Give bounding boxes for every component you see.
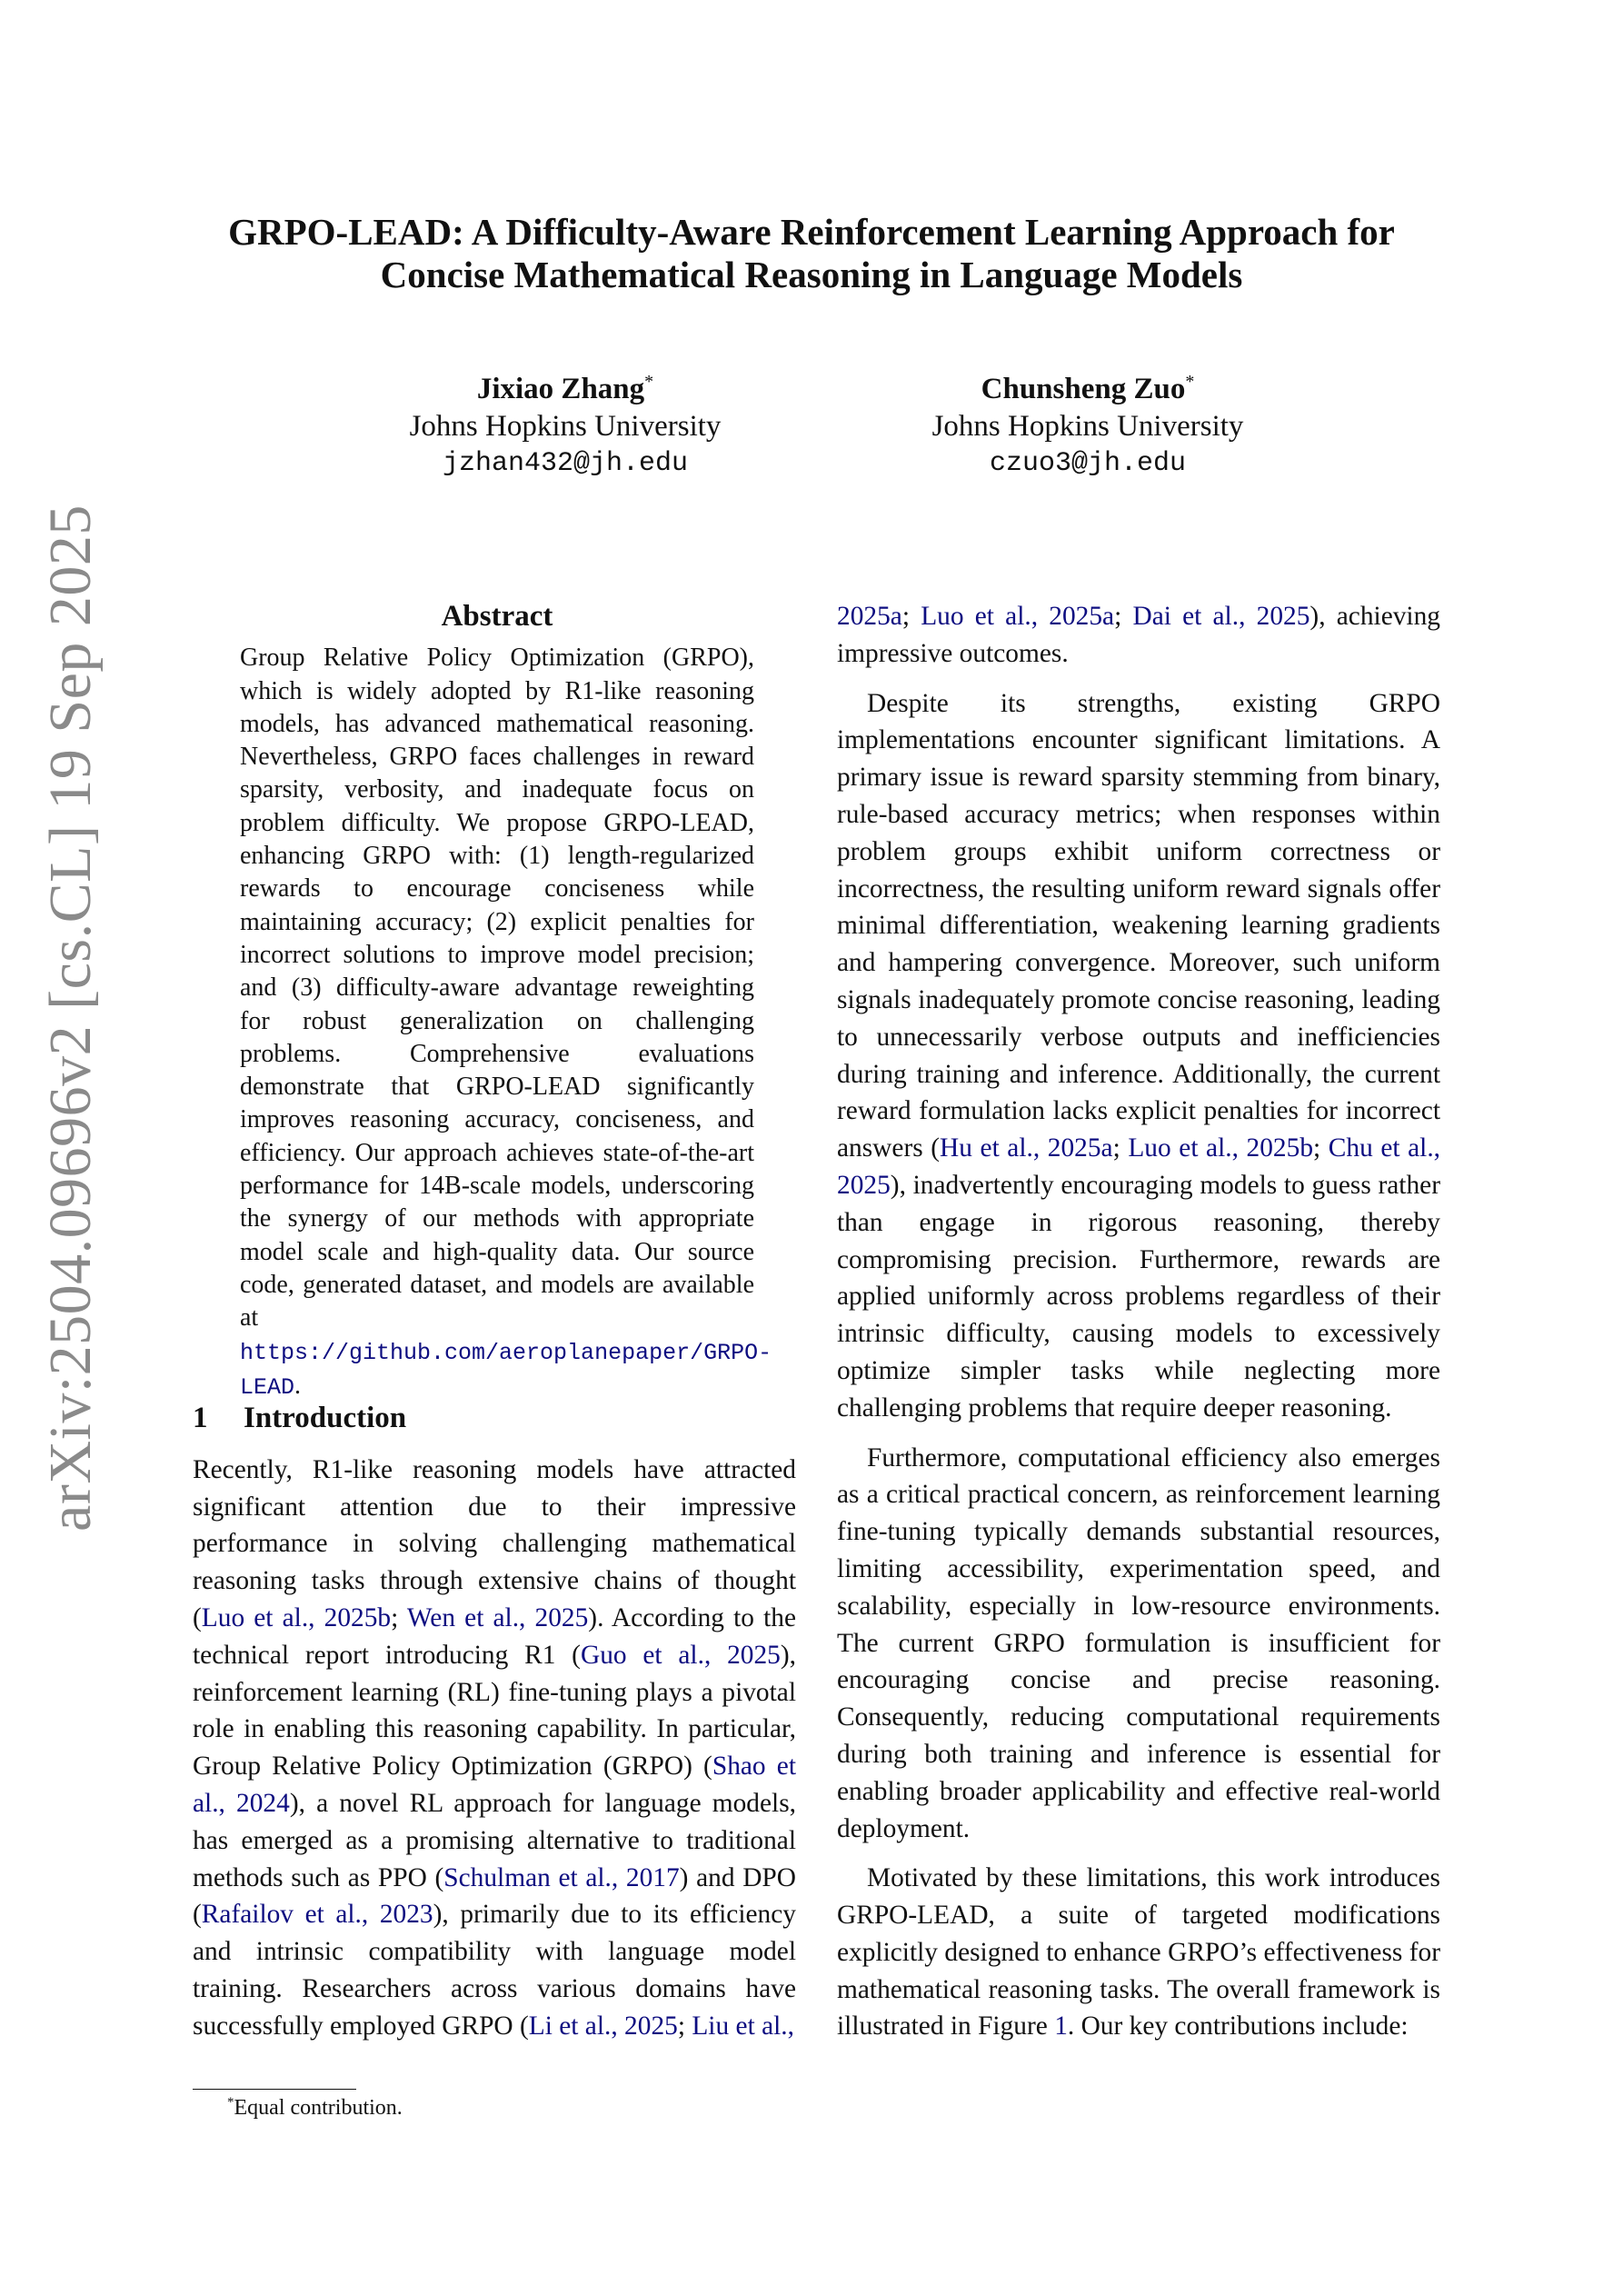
citation-link[interactable]: Liu et al.,	[692, 2011, 794, 2041]
github-link[interactable]: https://github.com/aeroplanepaper/GRPO-LEAD	[240, 1339, 772, 1401]
author-email[interactable]: czuo3@jh.edu	[989, 448, 1187, 479]
citation-link[interactable]: Li et al., 2025	[528, 2011, 678, 2041]
citation-link[interactable]: Rafailov et al., 2023	[201, 1900, 433, 1930]
equal-contribution-mark: *	[1185, 372, 1195, 392]
arxiv-side-stamp: arXiv:2504.09696v2 [cs.CL] 19 Sep 2025	[37, 504, 104, 1532]
section-heading-introduction: 1 Introduction	[193, 1402, 407, 1434]
equal-contribution-mark: *	[644, 372, 654, 392]
abstract	[240, 600, 772, 1404]
citation-link[interactable]: Schulman et al., 2017	[443, 1862, 680, 1892]
citation-link[interactable]: Shao et al., 2024	[193, 1752, 797, 1818]
footnote: *Equal contribution.	[227, 2095, 403, 2120]
citation-link[interactable]: Luo et al., 2025b	[201, 1602, 392, 1632]
author-name: Chunsheng Zuo	[981, 373, 1186, 405]
citation-link[interactable]: Guo et al., 2025	[580, 1640, 781, 1670]
title-line-2: Concise Mathematical Reasoning in Language Models	[380, 254, 1243, 295]
author-email[interactable]: jzhan432@jh.edu	[442, 448, 689, 479]
citation-link[interactable]: 1	[1054, 2011, 1068, 2041]
paper-title	[173, 211, 1450, 296]
intro-paragraph-2: Despite its strengths, existing GRPO implementations encounter significant limitations. A primary issue is reward sparsity stemming from binary, rule-based accuracy metrics; when responses within problem groups exhibit uniform correctness or incorrectness, the resulting uniform reward signals offer minimal differentiation, weakening learning gradients and hampering convergence. Moreover, such uniform signals inadequately promote concise reasoning, leading to unnecessarily verbose outputs and inefficiencies during training and inference. Additionally, the current reward formulation lacks explicit penalties for incorrect answers (Hu et al., 2025a; Luo et al., 2025b; Chu et al., 2025), inadvertently encouraging models to guess rather than engage in rigorous reasoning, thereby compromising precision. Furthermore, rewards are applied uniformly across problems regardless of their intrinsic difficulty, causing models to excessively optimize simpler tasks while neglecting more challenging problems that require deeper reasoning.	[837, 688, 1441, 1423]
intro-paragraph-3: Furthermore, computational efficiency also emerges as a critical practical concern, as reinforcement learning fine-tuning typically demands substantial resources, limiting accessibility, experimentation speed, and scalability, especially in low-resource environments. The current GRPO formulation is insufficient for encouraging concise and precise reasoning. Consequently, reducing computational requirements during both training and inference is essential for enabling broader applicability and effective real-world deployment.	[837, 1442, 1440, 1843]
author-affiliation: Johns Hopkins University	[409, 410, 722, 443]
abstract-text: Group Relative Policy Optimization (GRPO), which is widely adopted by R1-like reasoning models, has advanced mathematical reasoning. Nevertheless, GRPO faces challenges in reward sparsity, verbosity, and inadequate focus on problem difficulty. We propose GRPO-LEAD, enhancing GRPO with: (1) length-regularized rewards to encourage conciseness while maintaining accuracy; (2) explicit penalties for incorrect solutions to improve model precision; and (3) difficulty-aware advantage reweighting for robust generalization on challenging problems. Comprehensive evaluations demonstrate that GRPO-LEAD significantly improves reasoning accuracy, conciseness, and efficiency. Our approach achieves state-of-the-art performance for 14B-scale models, underscoring the synergy of our methods with appropriate model scale and high-quality data. Our source code, generated dataset, and models are available at https://github.com/aeroplanepaper/GRPO-LEAD.	[240, 644, 772, 1401]
footnote-rule	[193, 2089, 356, 2090]
author-2	[851, 364, 1324, 483]
intro-paragraph-1-continued: 2025a; Luo et al., 2025a; Dai et al., 2025), achieving impressive outcomes.	[837, 602, 1440, 668]
author-name: Jixiao Zhang	[476, 373, 645, 405]
abstract-heading: Abstract	[441, 600, 553, 633]
citation-link[interactable]: Dai et al., 2025	[1132, 602, 1310, 631]
citation-link[interactable]: Hu et al., 2025a	[940, 1133, 1113, 1163]
right-column	[837, 598, 1440, 2045]
title-line-1: GRPO-LEAD: A Difficulty-Aware Reinforcement Learning Approach for	[228, 211, 1395, 253]
author-affiliation: Johns Hopkins University	[931, 410, 1244, 443]
intro-paragraph-4: Motivated by these limitations, this work introduces GRPO-LEAD, a suite of targeted modifications explicitly designed to enhance GRPO’s effectiveness for mathematical reasoning tasks. The overall framework is illustrated in Figure 1. Our key contributions include:	[837, 1863, 1440, 2041]
citation-link[interactable]: Luo et al., 2025a	[921, 602, 1115, 631]
citation-link[interactable]: Chu et al., 2025	[837, 1133, 1441, 1200]
citation-link[interactable]: 2025a	[837, 602, 902, 631]
intro-paragraph-1: Recently, R1-like reasoning models have attracted significant attention due to their impressive performance in solving challenging mathematical reasoning tasks through extensive chains of thought (Luo et al., 2025b; Wen et al., 2025). According to the technical report introducing R1 (Guo et al., 2025), reinforcement learning (RL) fine-tuning plays a pivotal role in enabling this reasoning capability. In particular, Group Relative Policy Optimization (GRPO) (Shao et al., 2024), a novel RL approach for language models, has emerged as a promising alternative to traditional methods such as PPO (Schulman et al., 2017) and DPO (Rafailov et al., 2023), primarily due to its efficiency and intrinsic compatibility with language model training. Researchers across various domains have successfully employed GRPO (Li et al., 2025; Liu et al.,	[193, 1454, 797, 2041]
left-column	[193, 1387, 796, 2045]
citation-link[interactable]: Luo et al., 2025b	[1128, 1133, 1314, 1163]
author-1	[329, 364, 802, 483]
citation-link[interactable]: Wen et al., 2025	[406, 1602, 589, 1632]
